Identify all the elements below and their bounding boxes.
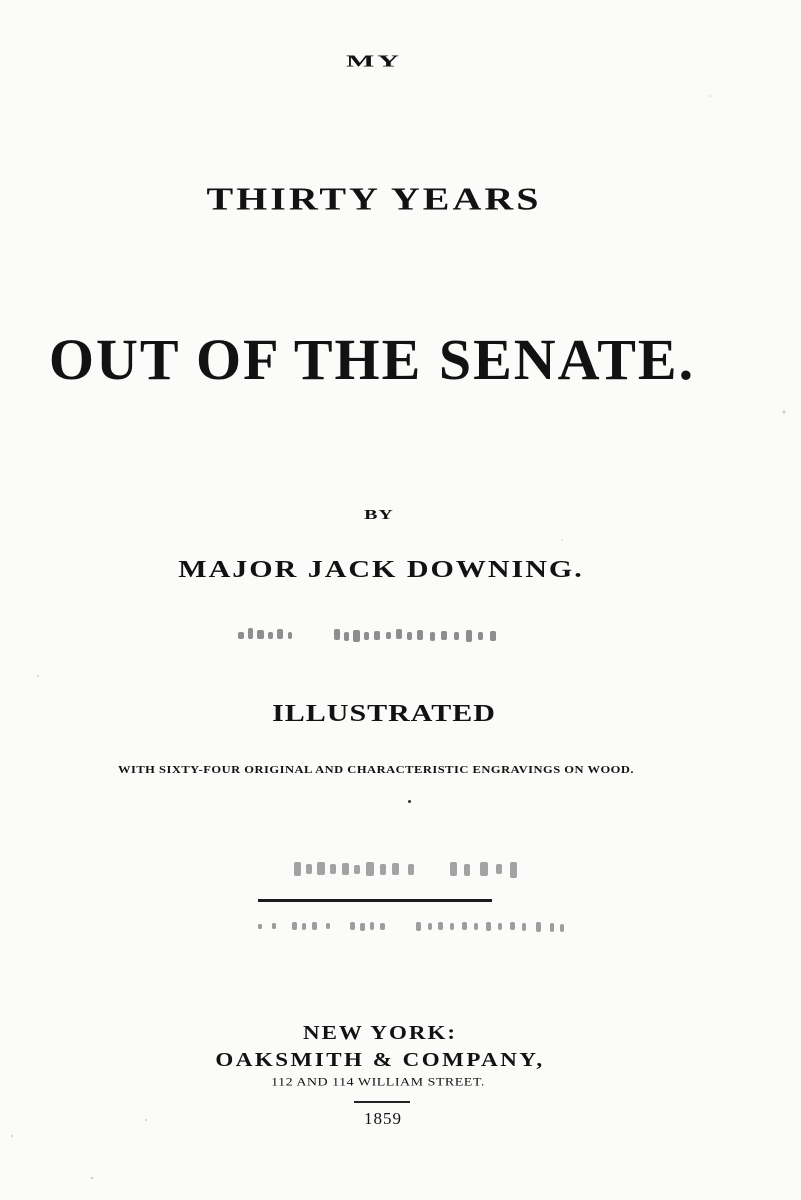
imprint-publisher: OAKSMITH & COMPANY,: [215, 1049, 545, 1071]
title-line-my: MY: [346, 52, 402, 71]
engravings-note: WITH SIXTY-FOUR ORIGINAL AND CHARACTERISTIC ENGRAVINGS ON WOOD.: [117, 764, 635, 776]
title-line-thirty-years: THIRTY YEARS: [206, 180, 542, 217]
faint-library-stamp-lower: [256, 914, 568, 938]
faint-handwritten-note: [236, 620, 504, 648]
illustrated-heading: ILLUSTRATED: [272, 700, 496, 727]
ink-dot: [408, 800, 411, 803]
year-rule: [354, 1101, 410, 1103]
author-name: MAJOR JACK DOWNING.: [178, 556, 584, 583]
faint-library-stamp-upper: [290, 854, 526, 884]
imprint-city: NEW YORK:: [302, 1022, 458, 1044]
imprint-year: 1859: [364, 1109, 402, 1128]
title-line-out-of-the-senate: OUT OF THE SENATE.: [48, 327, 696, 392]
imprint-address: 112 AND 114 WILLIAM STREET.: [271, 1076, 485, 1089]
byline-by: BY: [364, 507, 394, 523]
horizontal-rule: [258, 899, 492, 902]
